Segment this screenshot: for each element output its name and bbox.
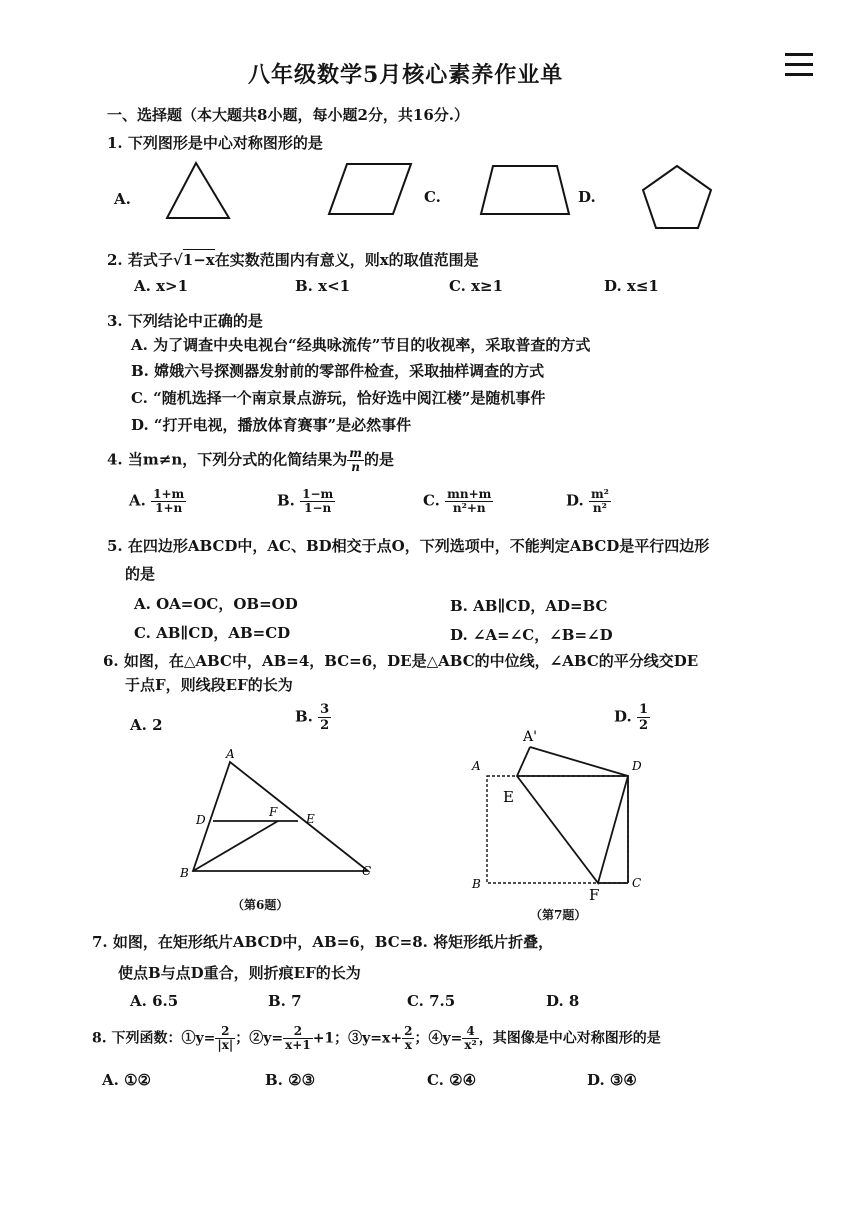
q6-point-e: E	[306, 812, 315, 826]
page-title: 八年级数学5月核心素养作业单	[248, 62, 564, 88]
q8-f2-den: x+1	[285, 1038, 311, 1052]
q6-d-label: D.	[614, 707, 632, 726]
q2-option-c: C. x≥1	[449, 277, 504, 295]
q5-option-a: A. OA=OC，OB=OD	[134, 595, 298, 613]
q7-option-a: A. 6.5	[130, 992, 179, 1010]
q4-a-label: A.	[129, 491, 146, 510]
q2-number: 2.	[107, 251, 123, 269]
q4-b-num: 1−m	[302, 487, 334, 501]
q8-option-b: B. ②③	[265, 1071, 316, 1089]
q6-option-b	[295, 702, 331, 733]
q4-a-den: 1+n	[155, 501, 183, 515]
q3-option-d: D. “打开电视，播放体育赛事”是必然事件	[131, 416, 412, 434]
q4-target-num: m	[349, 446, 362, 460]
q8-f1	[215, 1025, 235, 1052]
q8-post: ，其图像是中心对称图形的是	[478, 1030, 661, 1047]
q7-option-c: C. 7.5	[407, 992, 456, 1010]
q2-stem-post: 在实数范围内有意义，则x的取值范围是	[214, 251, 479, 269]
q4-c-den: n²+n	[452, 501, 486, 515]
q4-c-label: C.	[423, 491, 440, 510]
q8-f4-num: 4	[462, 1025, 478, 1039]
q2-stem	[107, 249, 479, 270]
q8-pre: 8. 下列函数：①y=	[92, 1030, 216, 1047]
q8-mid3: ；④y=	[414, 1030, 463, 1047]
q4-option-a	[129, 488, 186, 515]
q8-f1-num: 2	[215, 1025, 235, 1039]
q1-label-d: D.	[578, 188, 596, 206]
q4-stem	[107, 447, 394, 474]
menu-icon[interactable]	[785, 53, 813, 79]
q8-option-d: D. ③④	[587, 1071, 637, 1089]
q7-point-d: D	[632, 759, 642, 773]
q4-b-label: B.	[277, 491, 295, 510]
q4-stem-pre: 4. 当m≠n，下列分式的化简结果为	[107, 450, 348, 469]
q4-c-fraction	[445, 488, 493, 515]
q2-option-b: B. x<1	[295, 277, 351, 295]
q6-b-label: B.	[295, 707, 313, 726]
q1-label-a: A.	[114, 190, 131, 208]
section-heading: 一、选择题（本大题共8小题，每小题2分，共16分.）	[107, 106, 469, 124]
q7-option-d: D. 8	[546, 992, 580, 1010]
q1-parallelogram-figure	[325, 160, 417, 220]
q6-b-den: 2	[320, 718, 330, 733]
q7-point-a-prime: A'	[523, 729, 537, 745]
q6-b-fraction	[318, 702, 331, 733]
q6-stem-line2: 于点F，则线段EF的长为	[125, 676, 293, 694]
q6-option-a: A. 2	[130, 716, 163, 734]
q6-point-c: C	[362, 864, 372, 878]
q8-f3-num: 2	[404, 1024, 413, 1038]
q7-caption: （第7题）	[530, 908, 587, 922]
q6-stem-line1: 6. 如图，在△ABC中，AB=4，BC=6，DE是△ABC的中位线，∠ABC的平分线交DE	[103, 652, 699, 670]
q1-stem: 1. 下列图形是中心对称图形的是	[107, 134, 323, 152]
q7-option-b: B. 7	[268, 992, 302, 1010]
q6-d-den: 2	[638, 718, 648, 733]
q7-point-b: B	[472, 877, 481, 891]
q4-option-b	[277, 488, 335, 515]
q3-stem: 3. 下列结论中正确的是	[107, 312, 263, 330]
q8-f1-den: |x|	[217, 1038, 234, 1052]
q2-option-d: D. x≤1	[604, 277, 659, 295]
q5-option-b: B. AB∥CD，AD=BC	[450, 597, 608, 615]
q8-option-c: C. ②④	[427, 1071, 477, 1089]
q4-a-num: 1+m	[153, 487, 185, 501]
q2-radicand: 1−x	[182, 251, 215, 269]
q4-option-d	[566, 488, 611, 515]
q3-option-b: B. 嫦娥六号探测器发射前的零部件检查，采取抽样调查的方式	[131, 362, 545, 380]
q7-point-c: C	[632, 876, 642, 890]
q8-f4-den: x²	[464, 1038, 477, 1052]
q8-stem	[92, 1025, 661, 1052]
q1-triangle-figure	[160, 160, 232, 222]
q8-mid1: ；②y=	[235, 1030, 284, 1047]
q2-option-a: A. x>1	[134, 277, 189, 295]
q4-target-den: n	[351, 460, 360, 474]
q4-target-fraction	[347, 447, 364, 474]
q6-point-a: A	[226, 748, 235, 761]
q8-f3	[402, 1025, 414, 1052]
q5-stem-line1: 5. 在四边形ABCD中，AC、BD相交于点O，下列选项中，不能判定ABCD是平行四边形	[107, 537, 710, 555]
q4-c-num: mn+m	[447, 487, 492, 501]
q6-triangle-diagram	[170, 748, 380, 888]
q8-f2	[283, 1025, 313, 1052]
q2-stem-pre: 若式子	[127, 251, 173, 269]
q8-f3-den: x	[404, 1038, 412, 1052]
q1-label-c: C.	[424, 188, 441, 206]
q8-mid2: +1；③y=x+	[312, 1030, 403, 1047]
q7-stem-line1: 7. 如图，在矩形纸片ABCD中，AB=6，BC=8. 将矩形纸片折叠，	[92, 933, 554, 951]
q4-b-fraction	[300, 488, 335, 515]
q4-d-den: n²	[592, 501, 607, 515]
q3-option-c: C. “随机选择一个南京景点游玩，恰好选中阅江楼”是随机事件	[131, 389, 546, 407]
q4-b-den: 1−n	[304, 501, 332, 515]
q6-point-b: B	[180, 866, 189, 880]
q4-stem-post: 的是	[363, 450, 394, 469]
sqrt-sign: √	[172, 251, 183, 269]
q7-point-e: E	[503, 788, 514, 806]
q3-option-a: A. 为了调查中央电视台“经典咏流传”节目的收视率，采取普查的方式	[131, 336, 591, 354]
q6-point-d: D	[196, 813, 206, 827]
q6-d-num: 1	[638, 702, 648, 717]
q8-f2-num: 2	[283, 1025, 313, 1039]
q5-option-d: D. ∠A=∠C，∠B=∠D	[450, 626, 613, 644]
q7-rectangle-diagram	[466, 720, 656, 900]
q8-option-a: A. ①②	[102, 1071, 151, 1089]
q4-a-fraction	[151, 488, 186, 515]
q5-option-c: C. AB∥CD，AB=CD	[134, 624, 291, 642]
q4-d-num: m²	[590, 487, 609, 501]
q4-option-c	[423, 488, 493, 515]
q1-trapezoid-figure	[477, 162, 573, 218]
q8-f4	[462, 1025, 478, 1052]
q4-d-fraction	[589, 488, 611, 515]
q1-pentagon-figure	[639, 162, 715, 232]
q6-point-f: F	[269, 805, 278, 819]
q7-stem-line2: 使点B与点D重合，则折痕EF的长为	[118, 964, 361, 982]
q7-point-a: A	[472, 759, 481, 773]
q6-b-num: 3	[320, 702, 330, 717]
q6-caption: （第6题）	[232, 898, 289, 912]
q5-stem-line2: 的是	[125, 565, 156, 583]
q7-point-f: F	[589, 886, 600, 900]
q4-d-label: D.	[566, 491, 584, 510]
